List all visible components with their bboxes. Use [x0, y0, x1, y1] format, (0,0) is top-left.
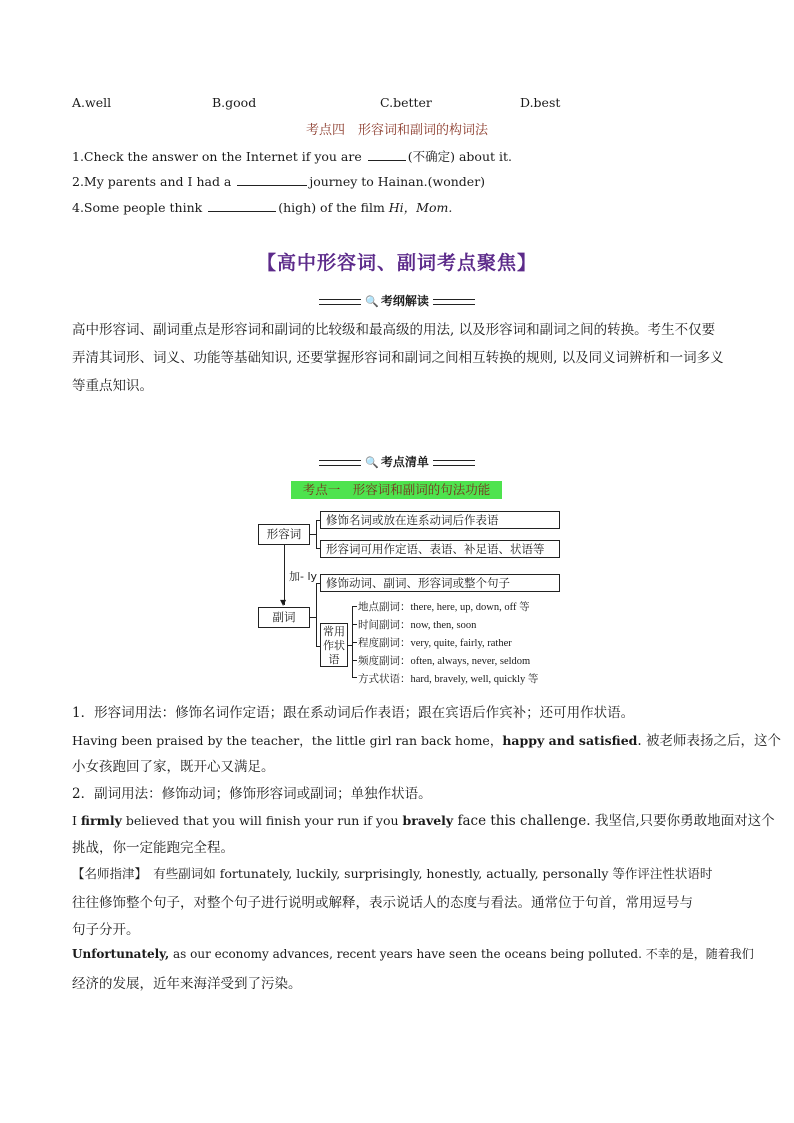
adverb-box: 副词 — [258, 607, 310, 628]
example-1-cont: 小女孩跑回了家，既开心又满足。 — [72, 759, 275, 775]
section4-title: 考点四 形容词和副词的构词法 — [305, 123, 488, 138]
adverb-type-time: 时间副词：now, then, soon — [358, 619, 477, 631]
adj-use-box: 修饰名词或放在连系动词后作表语 — [320, 511, 560, 529]
outline-text: 高中形容词、副词重点是形容词和副词的比较级和最高级的用法, 以及形容词和副词之间的转换。考生不仅要弄清其词形、词义、功能等基础知识, 还要掌握形容词和副词之间相互转换的规则, 以及同义词辨析和一词多义等重点知识。 — [72, 322, 724, 394]
adv-usage: 2．副词用法：修饰动词；修饰形容词或副词；单独作状语。 — [72, 786, 432, 802]
adverb-type-degree: 程度副词：very, quite, fairly, rather — [358, 637, 512, 649]
adverb-type-place: 地点副词：there, here, up, down, off 等 — [358, 601, 530, 613]
teacher-tip-cont: 往往修饰整个句子，对整个句子进行说明或解释，表示说话人的态度与看法。通常位于句首，常用逗号与 — [72, 895, 693, 911]
outline-heading-text: 考纲解读 — [380, 294, 429, 308]
page-title: 【高中形容词、副词考点聚焦】 — [256, 252, 537, 274]
adv-use-box: 修饰动词、副词、形容词或整个句子 — [320, 574, 560, 592]
magnifier-icon: 🔍 — [365, 295, 379, 308]
question-4-hint: (high) of the film — [278, 200, 389, 215]
question-2-text: 2.My parents and I had a — [72, 174, 236, 189]
option-a: A.well — [72, 95, 112, 110]
arrow-head-icon: ▼ — [280, 598, 287, 607]
example-3-cont: 经济的发展，近年来海洋受到了污染。 — [72, 976, 302, 992]
example-3: Unfortunately, as our economy advances, recent years have seen the oceans being polluted. 不幸的是，随着我们 — [72, 947, 754, 961]
adverb-type-manner: 方式状语：hard, bravely, well, quickly 等 — [358, 673, 539, 685]
answer-blank[interactable] — [237, 173, 307, 186]
arrow-line — [284, 545, 285, 605]
teacher-tip: 【名师指津】 有些副词如 fortunately, luckily, surprisingly, honestly, actually, personally 等作评注性状语时 — [72, 866, 713, 881]
question-1 — [72, 147, 512, 165]
example-2: I firmly believed that you will finish your run if you bravely face this challenge. 我坚信,只要你勇敢地面对这个 — [72, 813, 775, 829]
outline-paragraph — [72, 316, 724, 400]
option-d: D.best — [520, 95, 561, 110]
question-2 — [72, 173, 485, 189]
film-title: Hi，Mom. — [388, 200, 453, 215]
adverb-type-frequency: 频度副词：often, always, never, seldom — [358, 655, 531, 667]
point1-title: 考点一 形容词和副词的句法功能 — [291, 481, 502, 499]
question-4 — [72, 198, 452, 216]
teacher-tip-end: 句子分开。 — [72, 922, 140, 938]
answer-blank[interactable] — [368, 148, 406, 161]
adj-usage: 1．形容词用法：修饰名词作定语；跟在系动词后作表语；跟在宾语后作宾补；还可用作状语。 — [72, 705, 635, 721]
checklist-heading-text: 考点清单 — [380, 455, 429, 469]
example-2-cont: 挑战，你一定能跑完全程。 — [72, 840, 234, 856]
question-1-hint: (不确定) about it. — [407, 149, 512, 164]
question-4-text: 4.Some people think — [72, 200, 207, 215]
example-1: Having been praised by the teacher，the little girl ran back home，happy and satisfied. 被老师表扬之后，这个 — [72, 733, 781, 749]
checklist-heading — [0, 453, 794, 470]
option-b: B.good — [212, 95, 257, 110]
magnifier-icon: 🔍 — [365, 456, 379, 469]
answer-blank[interactable] — [208, 199, 276, 212]
adj-use-box: 形容词可用作定语、表语、补足语、状语等 — [320, 540, 560, 558]
question-1-text: 1.Check the answer on the Internet if you are — [72, 149, 366, 164]
outline-heading — [0, 292, 794, 309]
option-c: C.better — [380, 95, 432, 110]
common-adverbial-box: 常用作状语 — [320, 623, 348, 667]
question-2-hint: journey to Hainan.(wonder) — [309, 174, 486, 189]
adjective-box: 形容词 — [258, 524, 310, 545]
arrow-label: 加- ly — [289, 570, 318, 583]
